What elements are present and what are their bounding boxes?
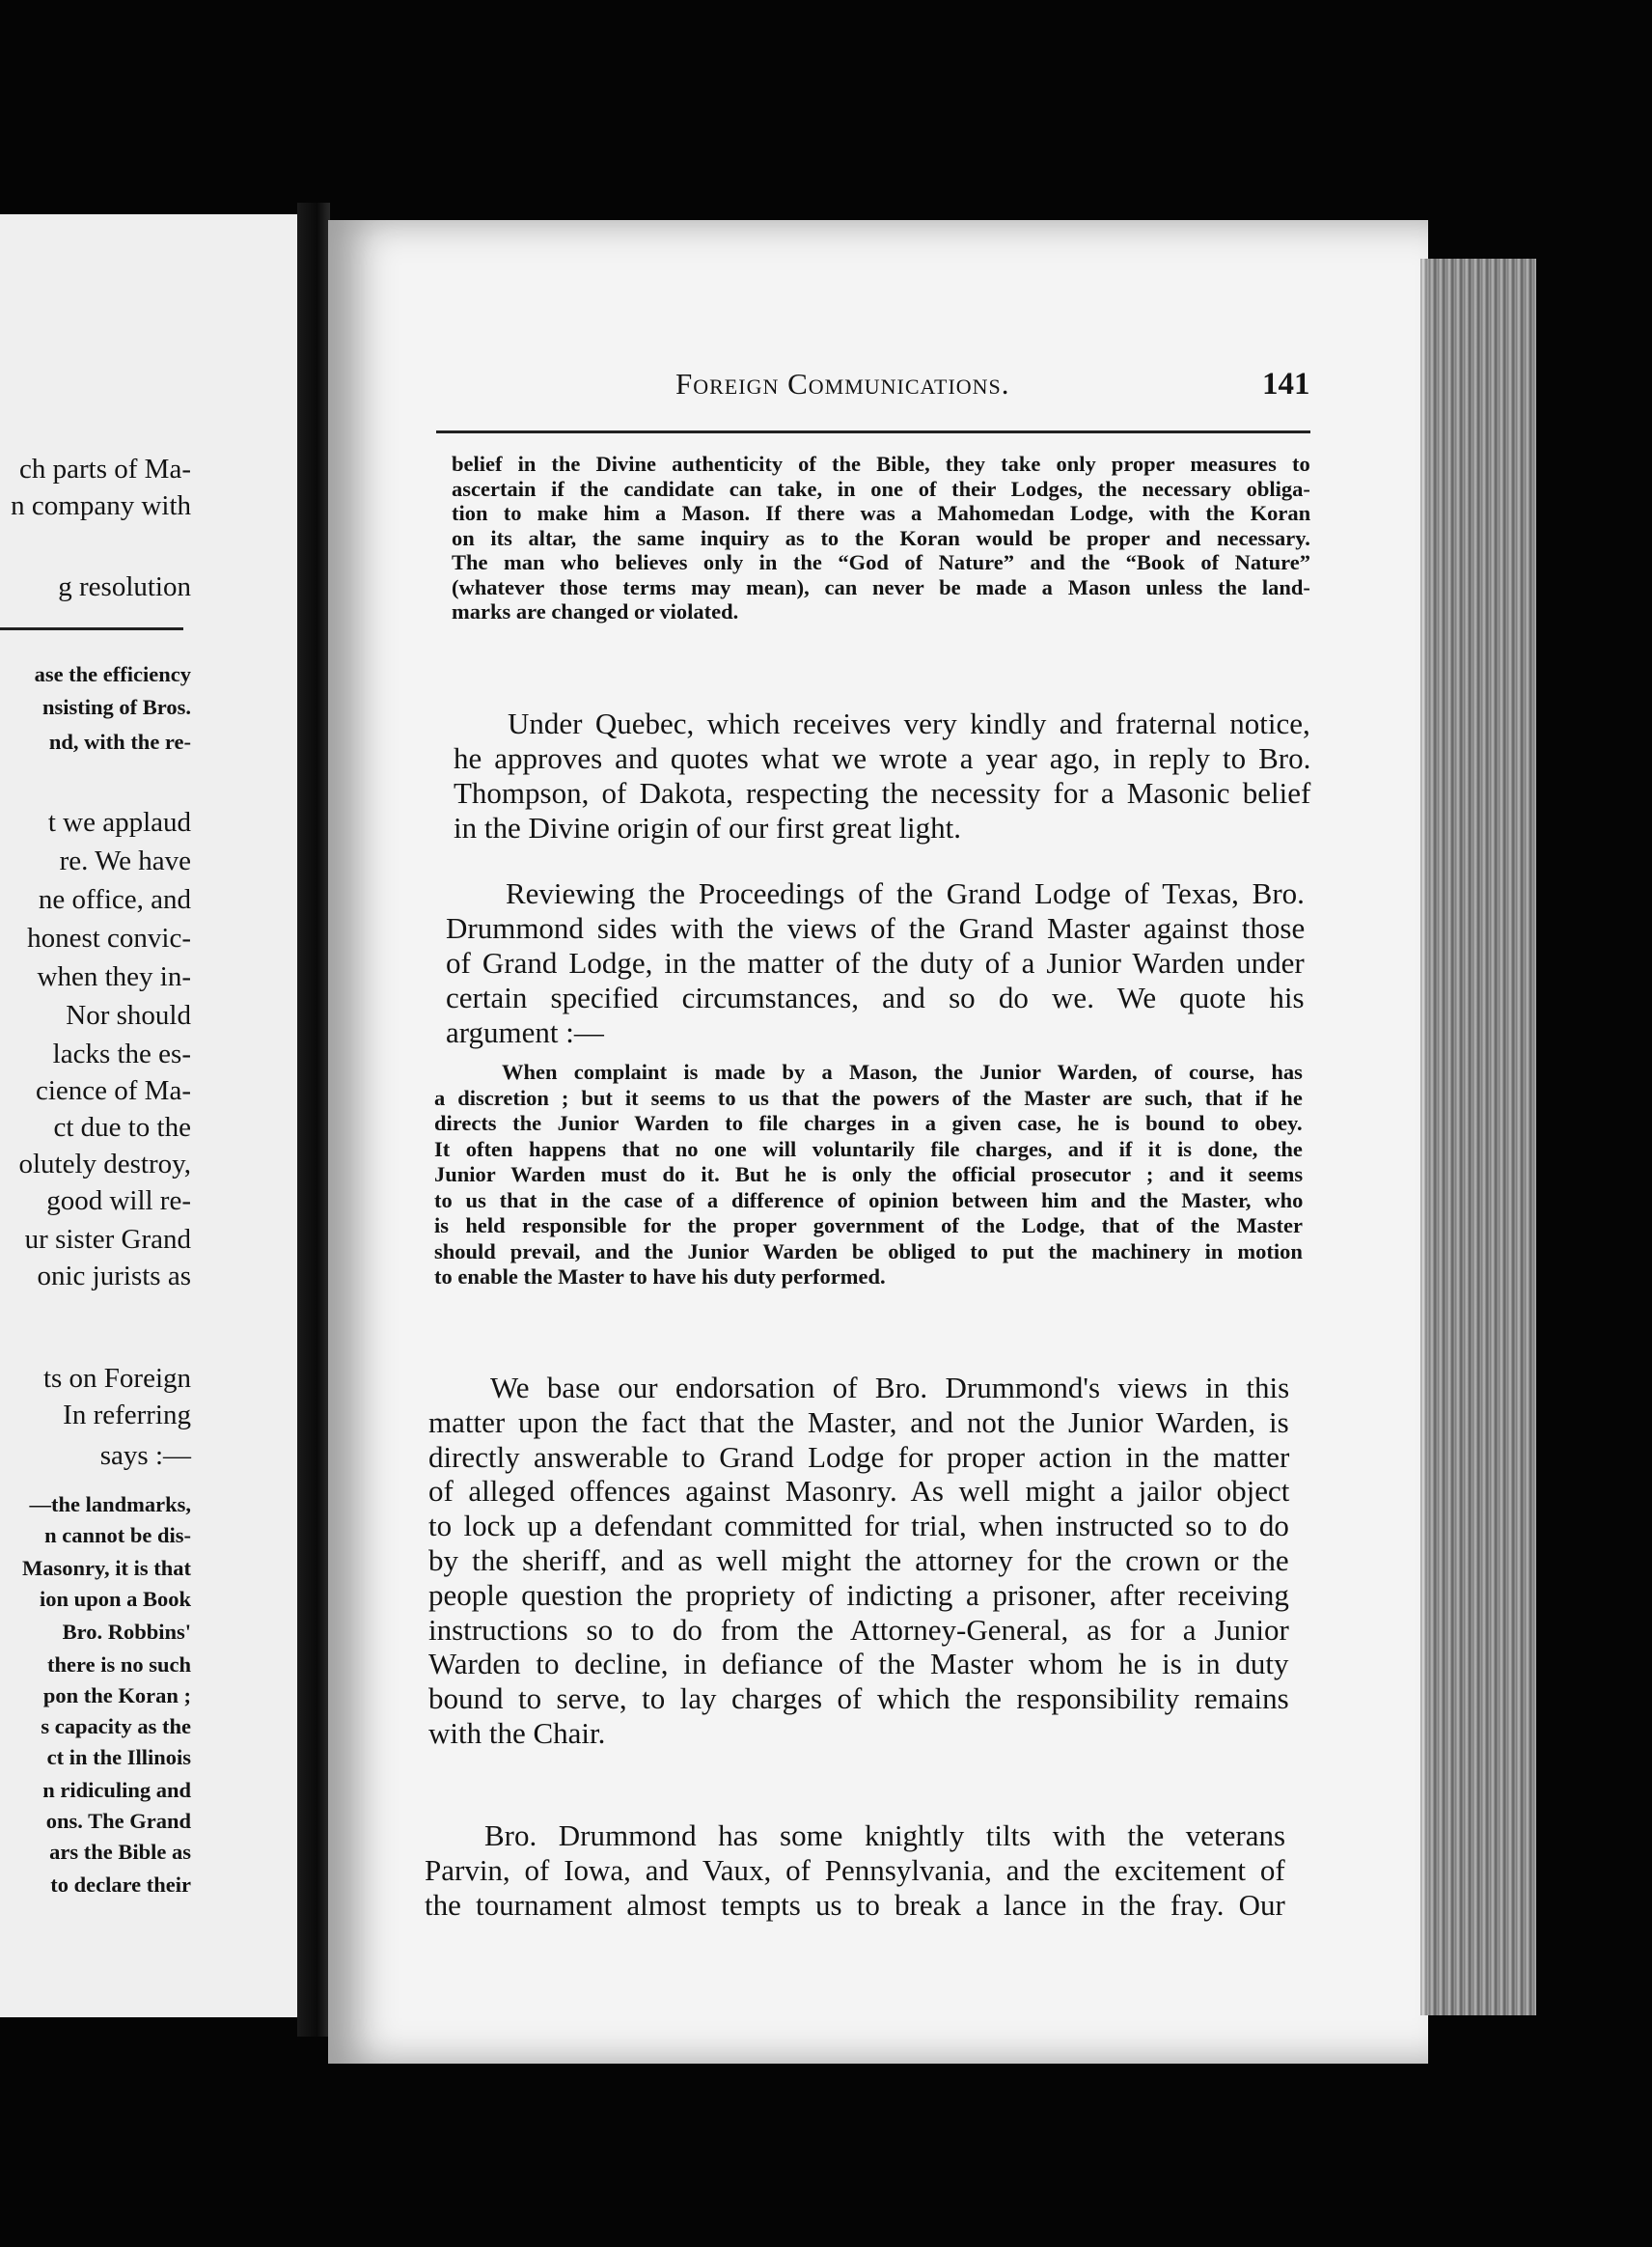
left-page-line: s capacity as the <box>41 1714 191 1738</box>
left-page-line: ase the efficiency <box>34 662 191 686</box>
left-page-line: honest convic- <box>27 923 191 954</box>
left-page-line: Nor should <box>66 1000 191 1031</box>
left-page-line: re. We have <box>59 846 191 876</box>
para2-line: argument :— <box>446 1015 604 1049</box>
quote2-line: Junior Warden must do it. But he is only the official prosecutor ; and it seems <box>434 1162 1304 1186</box>
quote2-line: should prevail, and the Junior Warden be obliged to put the machinery in motion <box>434 1238 1303 1263</box>
left-page-header-rule <box>0 627 183 630</box>
para4-line: Parvin, of Iowa, and Vaux, of Pennsylvania, and the excitement of <box>425 1853 1285 1887</box>
para3-line: bound to serve, to lay charges of which the responsibility remains <box>428 1681 1289 1716</box>
left-page-line: In referring <box>63 1400 191 1430</box>
quote2-line: It often happens that no one will voluntarily file charges, and if it is done, the <box>434 1136 1303 1161</box>
left-page-line: —the landmarks, <box>29 1492 191 1516</box>
left-page-line: ct due to the <box>53 1112 191 1143</box>
left-page-line: there is no such <box>47 1652 191 1677</box>
left-page-line: n company with <box>11 490 191 521</box>
para3-line: to lock up a defendant committed for trial, when instructed so to do <box>428 1509 1289 1543</box>
left-page-line: n ridiculing and <box>42 1778 191 1802</box>
para2-line: Reviewing the Proceedings of the Grand Lodge of Texas, Bro. <box>506 876 1305 910</box>
left-page-line: to declare their <box>50 1872 191 1897</box>
quote1-line: tion to make him a Mason. If there was a Mahomedan Lodge, with the Koran <box>452 501 1311 525</box>
page-edges <box>1420 259 1536 2015</box>
left-page-line: lacks the es- <box>52 1039 191 1069</box>
quote2-line: is held responsible for the proper government of the Lodge, that of the Master <box>434 1213 1304 1237</box>
para3-line: matter upon the fact that the Master, and not the Junior Warden, is <box>428 1404 1289 1439</box>
left-page-line: ion upon a Book <box>40 1587 191 1611</box>
para1-line: Under Quebec, which receives very kindly and fraternal notice, <box>508 707 1310 740</box>
left-page-line: pon the Koran ; <box>42 1683 191 1707</box>
quote2-line: to enable the Master to have his duty performed. <box>434 1264 886 1289</box>
left-page-line: g resolution <box>58 571 191 602</box>
left-page-line: ct in the Illinois <box>46 1745 191 1769</box>
quote1-line: (whatever those terms may mean), can never be made a Mason unless the land- <box>452 574 1310 599</box>
left-page-line: nsisting of Bros. <box>42 695 191 719</box>
quote1-line: ascertain if the candidate can take, in one of their Lodges, the necessary obliga- <box>452 476 1310 501</box>
left-page <box>0 214 305 2017</box>
para3-line: We base our endorsation of Bro. Drummond's views in this <box>490 1371 1290 1404</box>
left-page-line: ars the Bible as <box>49 1840 191 1864</box>
para3-line: Warden to decline, in defiance of the Master whom he is in duty <box>428 1647 1289 1681</box>
header-rule <box>436 430 1310 433</box>
left-page-line: onic jurists as <box>37 1261 191 1291</box>
para2-line: of Grand Lodge, in the matter of the duty of a Junior Warden under <box>446 946 1305 980</box>
para3-line: by the sheriff, and as well might the attorney for the crown or the <box>428 1543 1289 1577</box>
left-page-line: good will re- <box>46 1185 191 1216</box>
quote1-line: belief in the Divine authenticity of the Bible, they take only proper measures to <box>452 452 1310 476</box>
page-number: 141 <box>1262 367 1310 402</box>
para3-line: of alleged offences against Masonry. As well might a jailor object <box>428 1474 1290 1509</box>
left-page-line: when they in- <box>37 961 191 992</box>
left-page-line: ts on Foreign <box>42 1363 191 1394</box>
para2-line: Drummond sides with the views of the Grand Master against those <box>446 911 1306 945</box>
para3-line: instructions so to do from the Attorney-General, as for a Junior <box>428 1612 1289 1647</box>
quote1-line: marks are changed or violated. <box>452 599 739 624</box>
quote1-line: The man who believes only in the “God of Nature” and the “Book of Nature” <box>452 550 1310 574</box>
left-page-line: ch parts of Ma- <box>19 454 191 485</box>
para3-line: directly answerable to Grand Lodge for proper action in the matter <box>428 1439 1290 1474</box>
left-page-line: ne office, and <box>38 884 191 915</box>
para3-line: people question the propriety of indicting a prisoner, after receiving <box>428 1577 1289 1612</box>
para3-line: with the Chair. <box>428 1716 606 1750</box>
left-page-line: Bro. Robbins' <box>62 1620 191 1644</box>
para1-line: Thompson, of Dakota, respecting the necessity for a Masonic belief <box>454 776 1311 810</box>
quote2-line: a discretion ; but it seems to us that the powers of the Master are such, that if he <box>434 1085 1303 1110</box>
left-page-line: nd, with the re- <box>48 730 191 754</box>
left-page-line: Masonry, it is that <box>21 1556 191 1580</box>
para1-line: he approves and quotes what we wrote a year ago, in reply to Bro. <box>454 741 1311 775</box>
left-page-line: t we applaud <box>47 807 191 838</box>
left-page-line: ons. The Grand <box>45 1809 191 1833</box>
left-page-line: olutely destroy, <box>18 1149 191 1179</box>
left-page-line: cience of Ma- <box>35 1075 191 1106</box>
para1-line: in the Divine origin of our first great light. <box>454 811 962 845</box>
quote2-line: When complaint is made by a Mason, the Junior Warden, of course, has <box>502 1060 1303 1084</box>
quote2-line: directs the Junior Warden to file charges in a given case, he is bound to obey. <box>434 1111 1303 1135</box>
para2-line: certain specified circumstances, and so do we. We quote his <box>446 981 1305 1014</box>
running-head: Foreign Communications. <box>675 367 1010 401</box>
left-page-line: ur sister Grand <box>24 1224 191 1255</box>
left-page-line: says :— <box>99 1440 191 1471</box>
left-page-line: n cannot be dis- <box>44 1523 191 1547</box>
book-gutter <box>297 203 330 2037</box>
para4-line: Bro. Drummond has some knightly tilts with the veterans <box>484 1818 1286 1852</box>
quote2-line: to us that in the case of a difference of opinion between him and the Master, who <box>434 1187 1304 1212</box>
para4-line: the tournament almost tempts us to break a lance in the fray. Our <box>425 1888 1285 1922</box>
quote1-line: on its altar, the same inquiry as to the Koran would be proper and necessary. <box>452 525 1310 550</box>
